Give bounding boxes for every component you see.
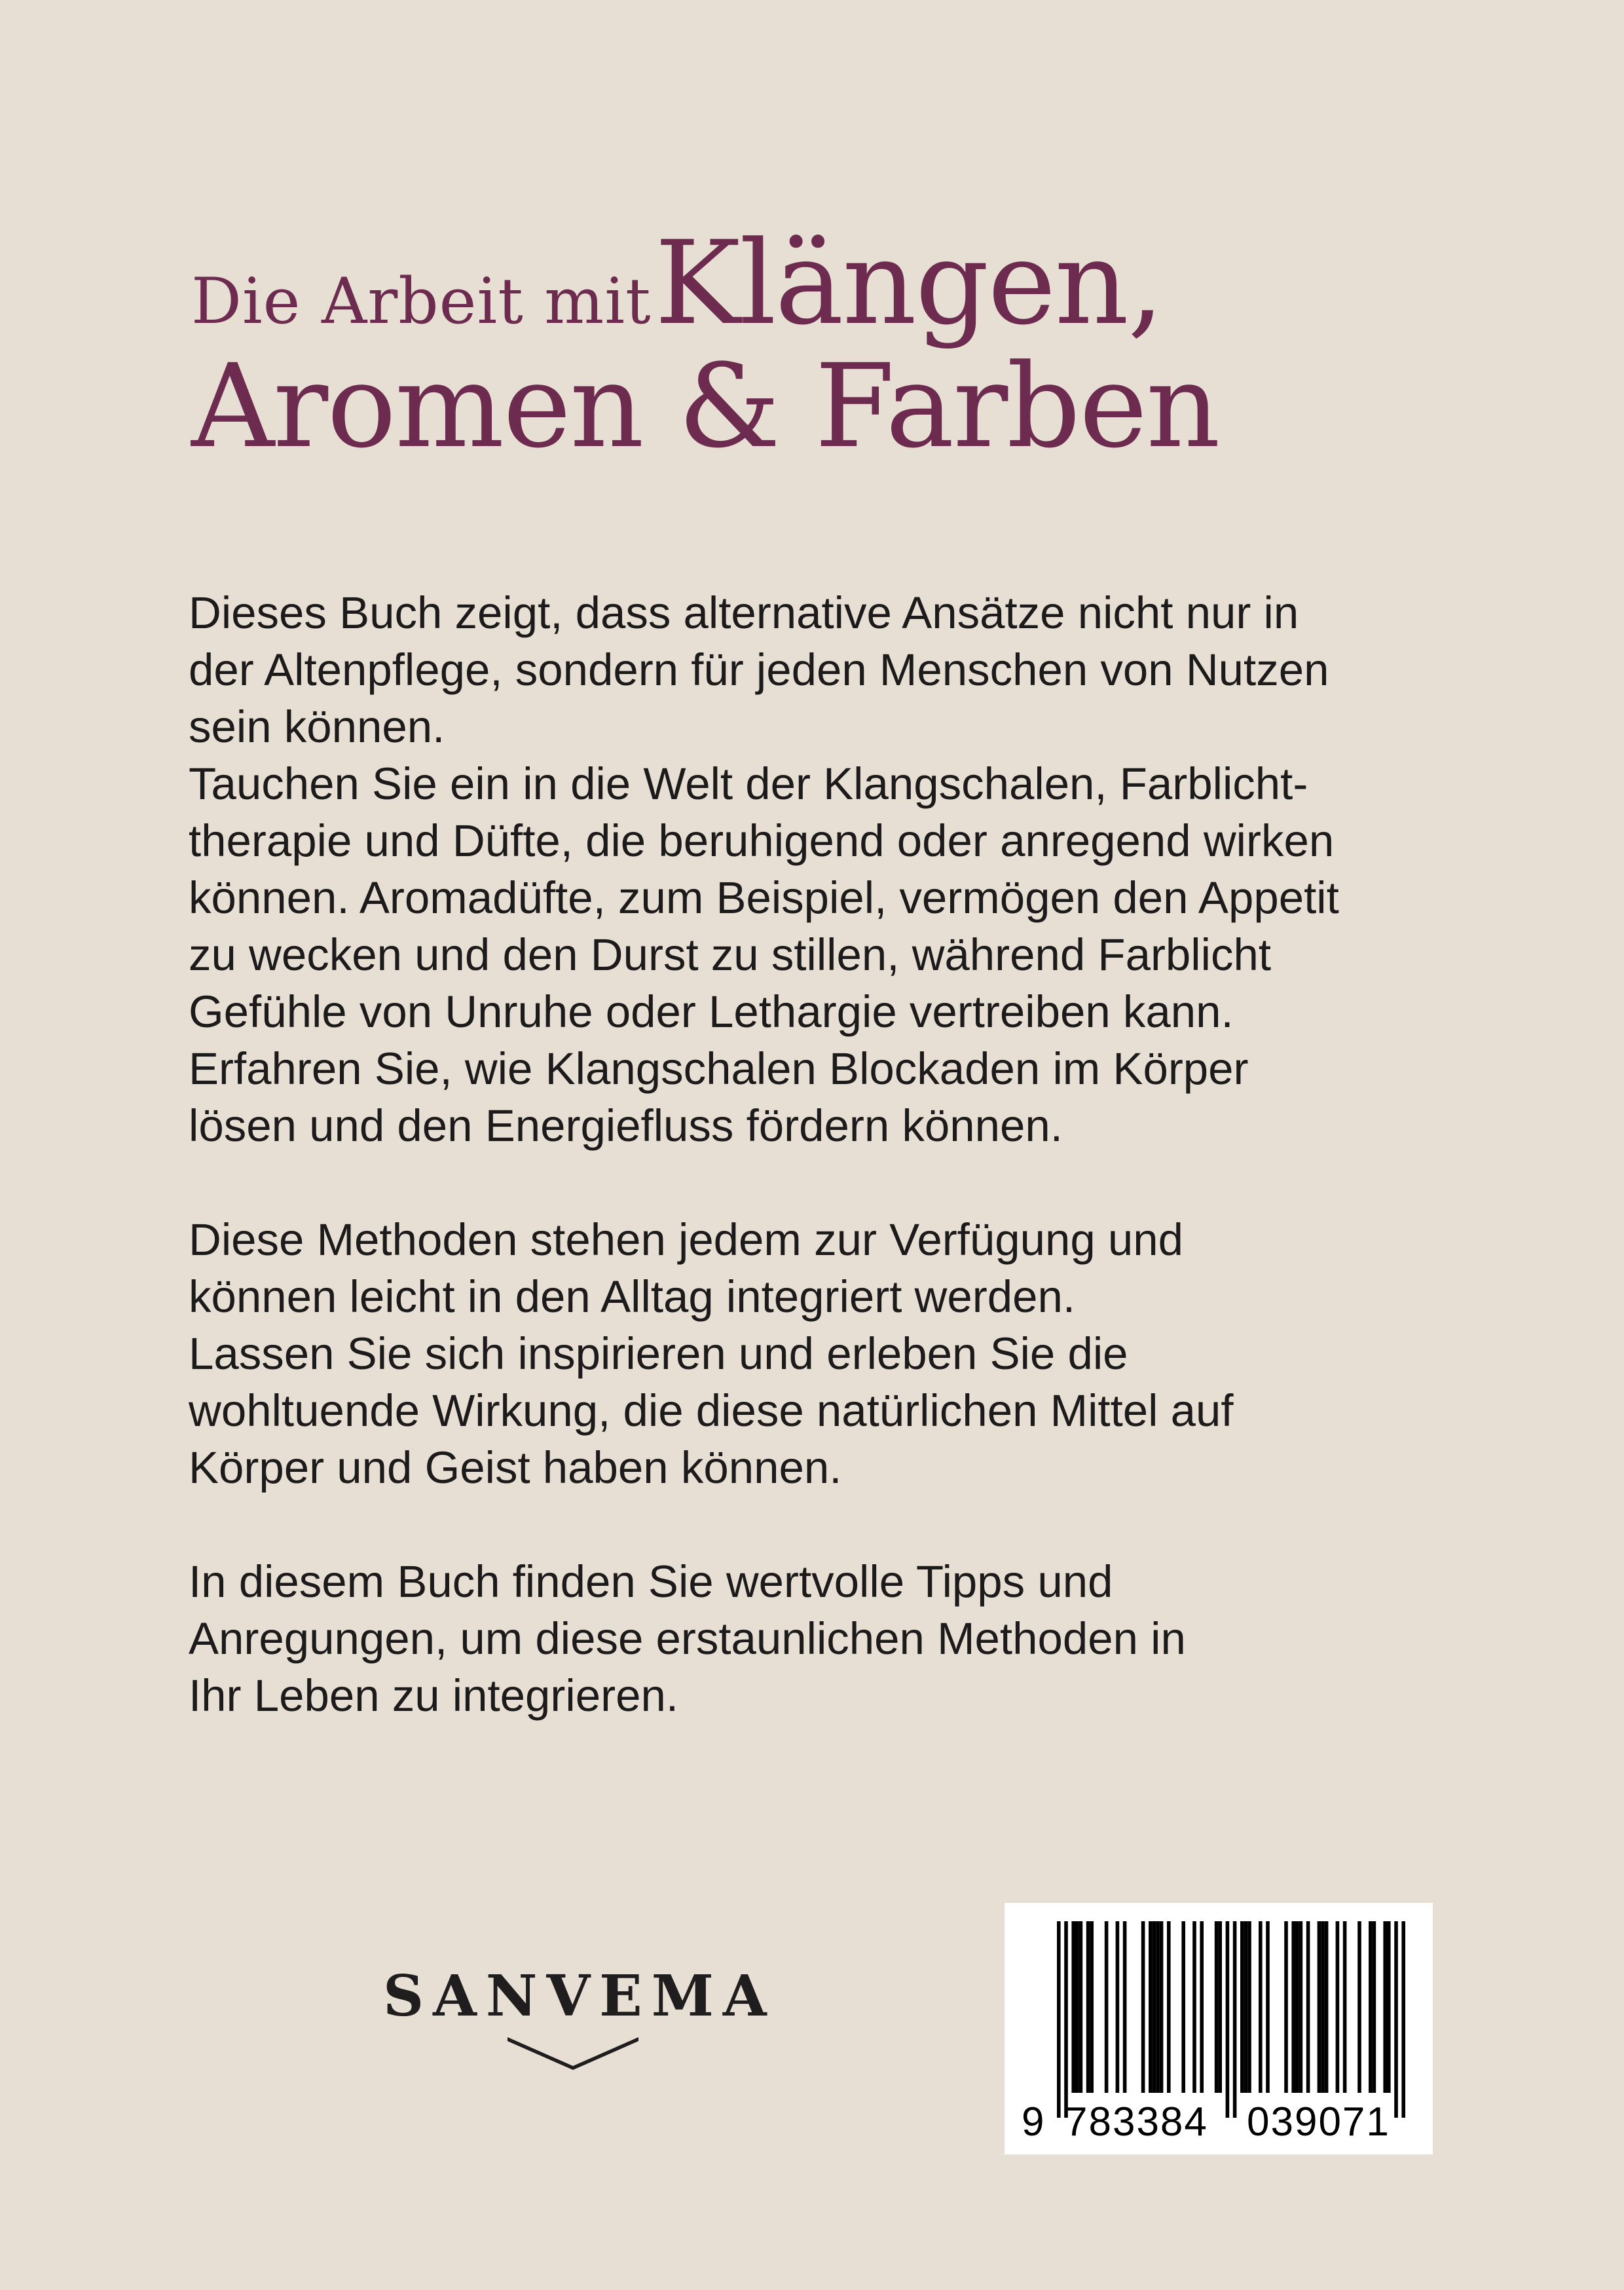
barcode-bar — [1387, 1921, 1391, 2093]
isbn-left-group: 783384 — [1065, 2099, 1208, 2145]
barcode-bar — [1369, 1921, 1373, 2093]
barcode-bar — [1192, 1921, 1196, 2093]
text-line: sein können. — [189, 702, 445, 752]
barcode-bar — [1325, 1921, 1329, 2093]
barcode-bar — [1284, 1921, 1288, 2093]
barcode-bar — [1266, 1921, 1270, 2093]
barcode-bar — [1401, 1921, 1405, 2118]
text-line: Lassen Sie sich inspirieren und erleben Sie die — [189, 1328, 1128, 1379]
blurb-paragraph-3 — [189, 1553, 1485, 1724]
text-line: therapie und Düfte, die beruhigend oder anregend wirken — [189, 816, 1335, 866]
text-line: Ihr Leben zu integrieren. — [189, 1670, 678, 1721]
barcode-bar — [1383, 1921, 1387, 2093]
text-line: können leicht in den Alltag integriert werden. — [189, 1271, 1076, 1322]
publisher-name: SANVEMA — [383, 1963, 776, 2029]
barcode-bar — [1295, 1921, 1299, 2093]
text-line: wohltuende Wirkung, die diese natürlichen Mittel auf — [189, 1385, 1234, 1436]
title-word-klaengen: Klängen, — [654, 216, 1163, 350]
barcode-bar — [1079, 1921, 1083, 2093]
text-line: lösen und den Energiefluss fördern können. — [189, 1100, 1063, 1151]
barcode-bar — [1215, 1921, 1219, 2093]
text-line: Körper und Geist haben können. — [189, 1442, 842, 1493]
text-line: Diese Methoden stehen jedem zur Verfügung und — [189, 1214, 1184, 1265]
text-line: Tauchen Sie ein in die Welt der Klangschalen, Farblicht- — [189, 759, 1308, 809]
barcode-bar — [1141, 1921, 1145, 2093]
text-line: In diesem Buch finden Sie wertvolle Tipps und — [189, 1556, 1113, 1607]
publisher-logo — [383, 1963, 776, 2070]
text-line: der Altenpflege, sondern für jeden Menschen von Nutzen — [189, 645, 1329, 695]
barcode-bar — [1373, 1921, 1376, 2093]
blurb-text — [189, 584, 1485, 1724]
title-line-1 — [191, 216, 1435, 350]
barcode-bar — [1090, 1921, 1094, 2093]
barcode-bar — [1244, 1921, 1248, 2093]
barcode-bar — [1321, 1921, 1325, 2093]
text-line: Anregungen, um diese erstaunlichen Methoden in — [189, 1613, 1186, 1664]
title-prefix: Die Arbeit mit — [191, 265, 652, 338]
barcode-bar — [1086, 1921, 1090, 2093]
text-line: Erfahren Sie, wie Klangschalen Blockaden im Körper — [189, 1043, 1249, 1094]
barcode-bar — [1181, 1921, 1185, 2093]
barcode-bar — [1167, 1921, 1171, 2093]
barcode-bar — [1218, 1921, 1222, 2093]
barcode-bar — [1318, 1921, 1321, 2093]
blurb-paragraph-2 — [189, 1211, 1485, 1496]
barcode-bar — [1240, 1921, 1244, 2093]
barcode-bar — [1153, 1921, 1156, 2093]
barcode-bar — [1160, 1921, 1164, 2093]
barcode-bar — [1200, 1921, 1204, 2093]
isbn-first-digit: 9 — [1022, 2099, 1044, 2145]
barcode-bar — [1233, 1921, 1237, 2118]
barcode-bar — [1075, 1921, 1079, 2093]
barcode-bar — [1057, 1921, 1061, 2118]
barcode-bar — [1247, 1921, 1251, 2093]
barcode-bar — [1064, 1921, 1068, 2118]
barcode-bar — [1306, 1921, 1310, 2093]
barcode-bar — [1116, 1921, 1120, 2093]
barcode-bar — [1259, 1921, 1263, 2093]
isbn-number — [1005, 2099, 1433, 2145]
isbn-right-group: 039071 — [1247, 2099, 1390, 2145]
barcode-bar — [1226, 1921, 1230, 2118]
barcode-bar — [1071, 1921, 1075, 2093]
barcode-bar — [1105, 1921, 1109, 2093]
text-line: zu wecken und den Durst zu stillen, während Farblicht — [189, 929, 1272, 980]
barcode-bar — [1299, 1921, 1303, 2093]
barcode-bar — [1291, 1921, 1295, 2093]
blurb-paragraph-1 — [189, 584, 1485, 1154]
text-line: Dieses Buch zeigt, dass alternative Ansätze nicht nur in — [189, 588, 1299, 638]
barcode-bar — [1123, 1921, 1127, 2093]
text-line: Gefühle von Unruhe oder Lethargie vertreiben kann. — [189, 986, 1234, 1037]
cover-title — [191, 216, 1435, 474]
text-line: können. Aromadüfte, zum Beispiel, vermögen den Appetit — [189, 873, 1339, 923]
isbn-barcode — [1005, 1903, 1433, 2154]
barcode-bar — [1156, 1921, 1160, 2093]
barcode-bar — [1149, 1921, 1153, 2093]
barcode-bar — [1394, 1921, 1398, 2118]
barcode-bar — [1336, 1921, 1340, 2093]
chevron-down-icon — [507, 2033, 638, 2070]
barcode-bar — [1357, 1921, 1361, 2093]
barcode-bar — [1343, 1921, 1347, 2093]
title-line-2: Aromen & Farben — [191, 339, 1219, 474]
